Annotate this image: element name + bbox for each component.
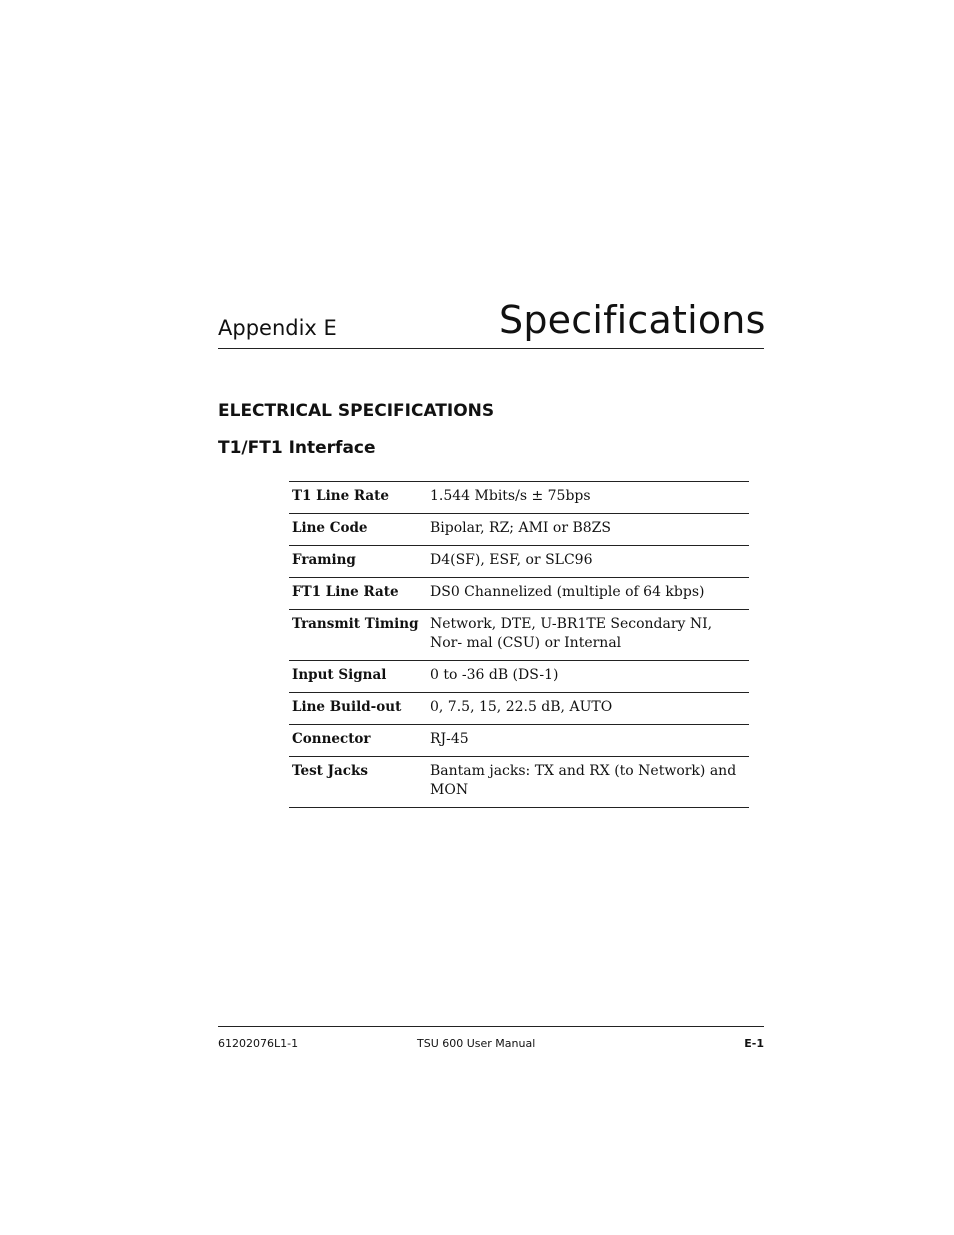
spec-name: Test Jacks [289, 757, 427, 808]
table-row [289, 757, 749, 808]
table-row [289, 578, 749, 610]
spec-value: 1.544 Mbits/s ± 75bps [427, 482, 749, 514]
footer-page-number: E-1 [744, 1037, 764, 1050]
spec-value: RJ-45 [427, 725, 749, 757]
spec-value: Bantam jacks: TX and RX (to Network) and MON [427, 757, 749, 808]
specifications-table [289, 481, 749, 808]
spec-value: D4(SF), ESF, or SLC96 [427, 546, 749, 578]
page-footer [218, 1026, 764, 1057]
spec-name: Connector [289, 725, 427, 757]
spec-name: Line Build-out [289, 693, 427, 725]
spec-name: Transmit Timing [289, 610, 427, 661]
table-row [289, 546, 749, 578]
page-title: Specifications [499, 298, 766, 342]
appendix-label: Appendix E [218, 316, 337, 340]
table-row [289, 482, 749, 514]
table-row [289, 514, 749, 546]
spec-value: DS0 Channelized (multiple of 64 kbps) [427, 578, 749, 610]
spec-name: Input Signal [289, 661, 427, 693]
table-row [289, 725, 749, 757]
footer-manual-title: TSU 600 User Manual [417, 1037, 536, 1050]
section-heading: ELECTRICAL SPECIFICATIONS [218, 401, 495, 421]
chapter-header [218, 290, 764, 349]
spec-name: Framing [289, 546, 427, 578]
table-row [289, 693, 749, 725]
spec-value: 0 to -36 dB (DS-1) [427, 661, 749, 693]
spec-name: T1 Line Rate [289, 482, 427, 514]
subsection-heading: T1/FT1 Interface [218, 438, 376, 458]
spec-name: FT1 Line Rate [289, 578, 427, 610]
footer-doc-number: 61202076L1-1 [218, 1037, 299, 1050]
spec-value: 0, 7.5, 15, 22.5 dB, AUTO [427, 693, 749, 725]
spec-value: Network, DTE, U-BR1TE Secondary NI, Nor- mal (CSU) or Internal [427, 610, 749, 661]
spec-value: Bipolar, RZ; AMI or B8ZS [427, 514, 749, 546]
table-row [289, 661, 749, 693]
table-row [289, 610, 749, 661]
spec-name: Line Code [289, 514, 427, 546]
